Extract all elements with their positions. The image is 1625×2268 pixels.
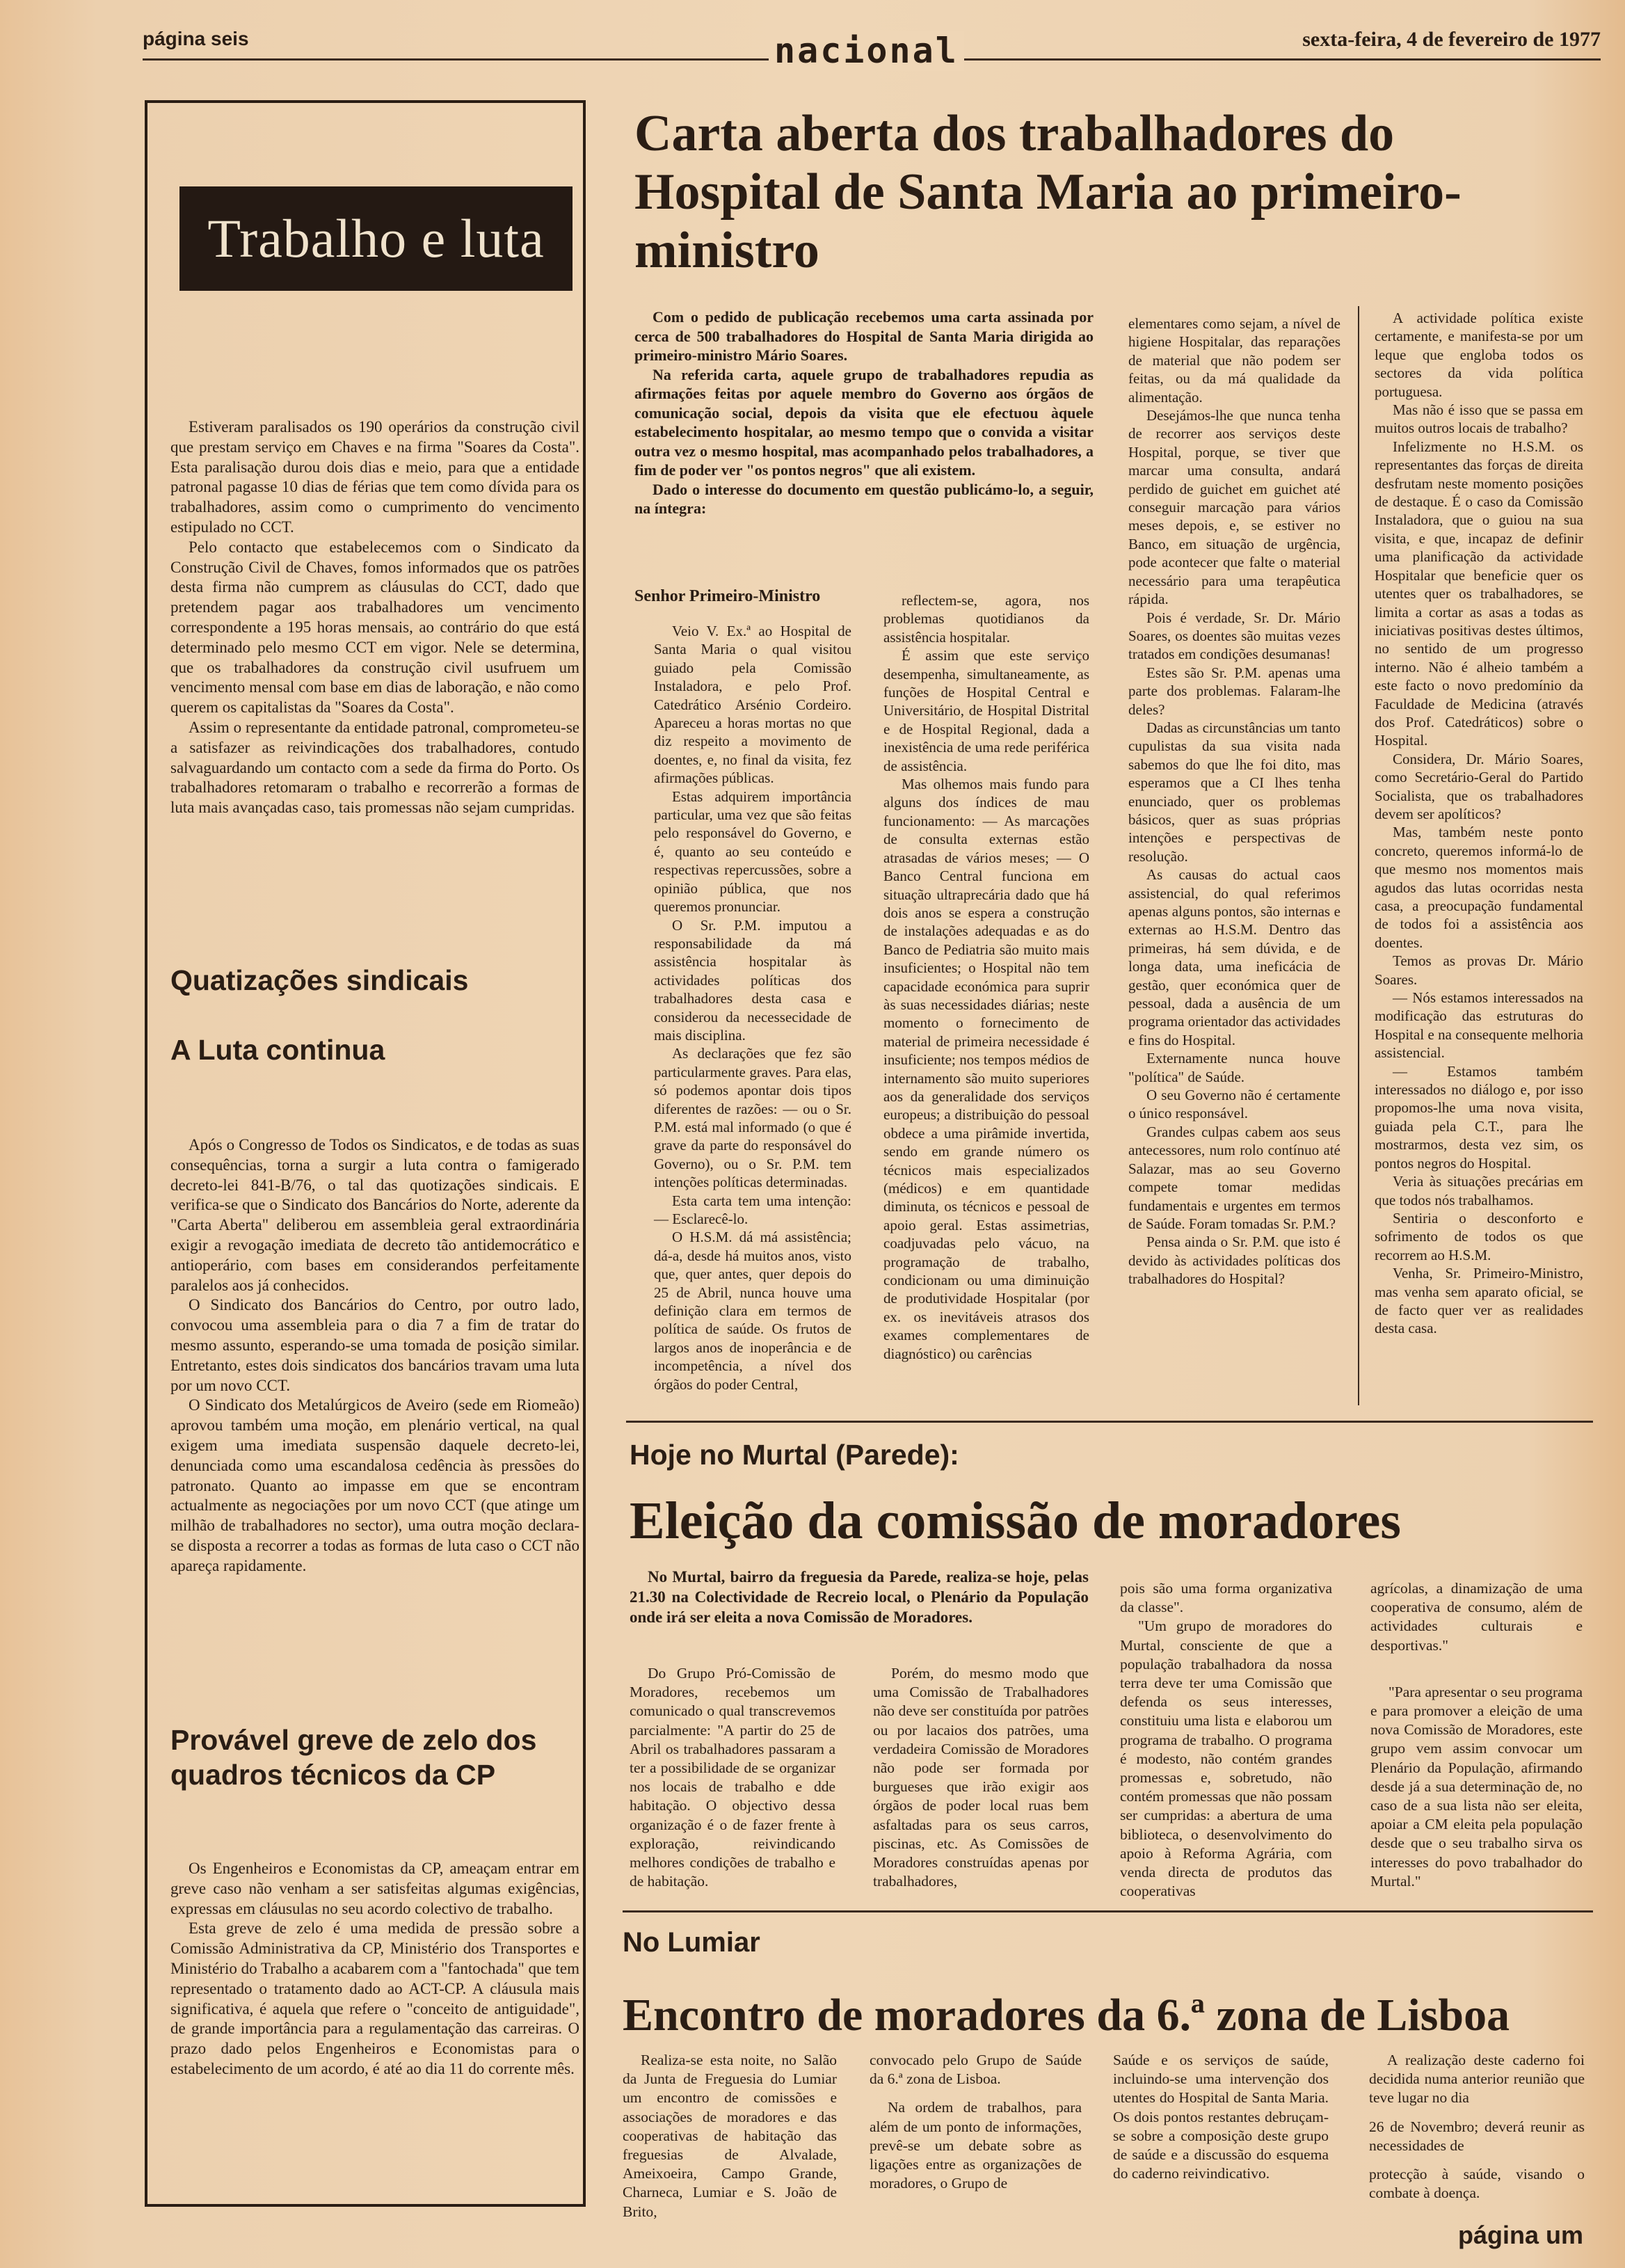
paragraph: Grandes culpas cabem aos seus antecessores, num rolo contínuo até Salazar, mas ao seu Governo compete tomar medidas fundamentais e urgentes em termos de Saúde. Foram tomadas Sr. P.M.? [1128, 1123, 1340, 1232]
paragraph: protecção à saúde, visando o combate à doença. [1369, 2166, 1585, 2202]
lumiar-kicker: No Lumiar [623, 1927, 760, 1958]
trabalho-article-body [170, 417, 579, 818]
paragraph: Estiveram paralisados os 190 operários da construção civil que prestam serviço em Chaves e na firma "Soares da Costa". Esta paralisação durou dois dias e meio, para que a entidade patronal pagasse 10 dias de férias que tem como dívida para os trabalhadores, assim como o cumprimento do vencimento estipulado no CCT. [170, 418, 579, 536]
letter-salutation: Senhor Primeiro-Ministro [634, 587, 821, 605]
paragraph: elementares como sejam, a nível de higiene Hospitalar, das reparações de material que não podem ser feitas, ou da má qualidade da alimentação. [1128, 315, 1340, 406]
murtal-column-1 [630, 1664, 835, 1891]
paragraph: Na ordem de trabalhos, para além de um ponto de informações, prevê-se um debate sobre as ligações entre as organizações de moradores, o Grupo de [870, 2099, 1082, 2192]
murtal-headline: Eleição da comissão de moradores [630, 1492, 1401, 1550]
paragraph: Assim o representante da entidade patronal, comprometeu-se a satisfazer as reivindicações dos trabalhadores, contudo salvaguardando um contacto com a sede da firma do Porto. Os trabalhadores retomaram o trabalho e recorrerão a formas de luta mais avançadas caso, tais promessas não sejam cumpridas. [170, 718, 579, 817]
paragraph: Mas, também neste ponto concreto, queremos informá-lo de que mesmo nos momentos mais agudos das lutas ocorridas nesta casa, a preocupação fundamental de todos foi a assistência aos doentes. [1375, 824, 1583, 951]
paragraph: No Murtal, bairro da freguesia da Parede, realiza-se hoje, pelas 21.30 na Colectividade de Recreio local, o Plenário da População onde irá ser eleita a nova Comissão de Moradores. [630, 1568, 1089, 1626]
lumiar-column-4 [1369, 2051, 1585, 2203]
paragraph: 26 de Novembro; deverá reunir as necessidades de [1369, 2118, 1585, 2154]
carta-column-4 [1375, 309, 1583, 1338]
paragraph: Infelizmente no H.S.M. os representantes das forças de direita desfrutam neste momento posições de destaque. É o caso da Comissão Instaladora, que o guiou na sua visita, e que, incapaz de definir uma planificação da actividade Hospitalar que beneficie quer os utentes quer os trabalhadores, se limita a cortar as asas a todas as iniciativas positivas destes últimos, no sentido de um progresso interno. Não é alheio também a este facto o novo predomínio da Faculdade de Medicina (através dos Prof. Catedráticos) sobre o Hospital. [1375, 438, 1583, 749]
paragraph: Esta carta tem uma intenção: — Esclarecê-lo. [654, 1192, 851, 1227]
trabalho-e-luta-banner: Trabalho e luta [179, 186, 573, 291]
paragraph: Na referida carta, aquele grupo de trabalhadores repudia as afirmações feitas por aquele membro do Governo aos órgãos de comunicação social, depois da visita que ele efectuou àquele estabelecimento hospitalar, ao mesmo tempo que o convida a visitar outra vez o mesmo hospital, mas acompanhado pelos trabalhadores, a fim de poder ver "os pontos negros" que ali existem. [634, 365, 1094, 479]
paragraph: Veria às situações precárias em que todos nós trabalhamos. [1375, 1173, 1583, 1208]
paragraph: pois são uma forma organizativa da classe". [1120, 1580, 1332, 1616]
section-title: nacional [769, 31, 964, 71]
murtal-kicker: Hoje no Murtal (Parede): [630, 1439, 959, 1471]
murtal-column-3 [1120, 1579, 1332, 1901]
paragraph: "Um grupo de moradores do Murtal, consciente de que a população trabalhadora da nossa terra deve ter uma Comissão que defenda os seus interesses, constituiu uma lista e elaborou um programa de trabalho. O programa é modesto, não contém grandes promessas e, sobretudo, não contém promessas que não possam ser cumpridas: a abertura de uma biblioteca, o desenvolvimento do apoio à Reforma Agrária, com venda directa de produtos das cooperativas [1120, 1618, 1332, 1900]
paragraph: O seu Governo não é certamente o único responsável. [1128, 1087, 1340, 1122]
paragraph: As causas do actual caos assistencial, do qual referimos apenas alguns pontos, são internas e externas ao H.S.M. Dentro das primeiras, há sem dúvida, e de longa data, uma ineficácia de gestão, quer económica quer de pessoal, dada a ausência de um programa orientador das actividades e fins do Hospital. [1128, 866, 1340, 1048]
page-number-label: página seis [143, 28, 249, 49]
paragraph: Pois é verdade, Sr. Dr. Mário Soares, os doentes são muitas vezes tratados em condições desumanas! [1128, 609, 1340, 663]
greve-article-body [170, 1859, 579, 2079]
paragraph: A realização deste caderno foi decidida numa anterior reunião que teve lugar no dia [1369, 2052, 1585, 2107]
murtal-lead [630, 1567, 1089, 1627]
paragraph: O Sindicato dos Bancários do Centro, por outro lado, convocou uma assembleia para o dia 7 a fim de tratar do mesmo assunto, esperando-se uma tomada de posição similar. Entretanto, estes dois sindicatos dos bancários travam uma luta por um novo CCT. [170, 1296, 579, 1394]
paragraph: Dado o interesse do documento em questão publicámo-lo, a seguir, na íntegra: [634, 480, 1094, 517]
paragraph: convocado pelo Grupo de Saúde da 6.ª zona de Lisboa. [870, 2052, 1082, 2088]
column-divider [1358, 306, 1359, 1405]
paragraph: Pelo contacto que estabelecemos com o Sindicato da Construção Civil de Chaves, fomos informados que os patrões desta firma não cumprem as cláusulas do CCT, dado que pretendem pagar aos trabalhadores um vencimento correspondente a 195 horas mensais, ao contrário do que está determinado pelo mesmo CCT em vigor. Nele se determina, que os trabalhadores da construção civil usufruem um vencimento mensal com base em dias de laboração, e não como querem os capitalistas da "Soares da Costa". [170, 538, 579, 717]
quotizacoes-subheadline: A Luta continua [170, 1034, 385, 1066]
paragraph: Mas não é isso que se passa em muitos outros locais de trabalho? [1375, 401, 1583, 437]
paragraph: Os Engenheiros e Economistas da CP, ameaçam entrar em greve caso não venham a ser satisfeitas algumas exigências, expressas em cláusulas no seu acordo colectivo de trabalho. [170, 1860, 579, 1917]
section-rule [626, 1421, 1593, 1423]
paragraph: Com o pedido de publicação recebemos uma carta assinada por cerca de 500 trabalhadores do Hospital de Santa Maria dirigida ao primeiro-ministro Mário Soares. [634, 308, 1094, 364]
paragraph: Mas olhemos mais fundo para alguns dos índices de mau funcionamento: — As marcações de consulta externas estão atrasadas de vários meses; — O Banco Central funciona em situação ultraprecária dado que há dois anos se espera a construção de instalações adequadas e as do Banco de Pediatria são muito mais insuficientes; o Hospital não tem capacidade económica para suprir às suas necessidades diárias; neste momento o fornecimento de material de primeira necessidade é insuficiente; nos tempos médios de internamento são muito superiores aos da generalidade dos serviços europeus; a distribuição do pessoal obdece a uma pirâmide invertida, sendo em grande número os técnicos mais especializados (médicos) e em quantidade diminuta, os técnicos e pessoal de apoio geral. Estas assimetrias, coadjuvadas pelo vácuo, na programação de trabalho, condicionam ou uma diminuição de produtividade Hospitalar (por ex. os inevitáveis atrasos dos exames complementares de diagnóstico) ou carências [883, 776, 1089, 1362]
paragraph: O Sindicato dos Metalúrgicos de Aveiro (sede em Riomeão) aprovou também uma moção, em plenário vertical, na qual exigem uma imediata suspensão daquele decreto-lei, denunciada como uma escandalosa cedência às pressões do patronato. Quanto ao impasse em que se encontram actualmente as negociações por um novo CCT (que atinge um milhão de trabalhadores no sector), uma outra moção declara-se disposta a recorrer a todas as formas de luta caso o CCT não apareça rapidamente. [170, 1396, 579, 1574]
paragraph: As declarações que fez são particularmente graves. Para elas, só podemos apontar dois tipos diferentes de razões: — ou o Sr. P.M. está mal informado (o que é grave da parte do responsável do Governo), ou o Sr. P.M. tem intenções políticas determinadas. [654, 1045, 851, 1191]
carta-headline: Carta aberta dos trabalhadores do Hospital de Santa Maria ao primeiro-ministro [634, 105, 1462, 279]
paragraph: Temos as provas Dr. Mário Soares. [1375, 952, 1583, 988]
paragraph: É assim que este serviço desempenha, simultaneamente, as funções de Hospital Central e Universitário, de Hospital Distrital e de Hospital Regional, dada a inexistência de uma rede periférica de assistência. [883, 647, 1089, 774]
murtal-column-2 [873, 1664, 1089, 1891]
carta-column-3 [1128, 314, 1340, 1288]
paragraph: Estas adquirem importância particular, uma vez que são feitas pelo responsável do Governo, e é, quanto ao seu conteúdo e respectivas repercussões, sobre a opinião pública, que nos queremos pronunciar. [654, 788, 851, 916]
lumiar-headline: Encontro de moradores da 6.ª zona de Lisboa [623, 1990, 1510, 2041]
quotizacoes-headline: Quatizações sindicais [170, 964, 469, 996]
paragraph: reflectem-se, agora, nos problemas quotidianos da assistência hospitalar. [883, 592, 1089, 646]
paragraph: Pensa ainda o Sr. P.M. que isto é devido às actividades políticas dos trabalhadores do Hospital? [1128, 1233, 1340, 1288]
paragraph: Desejámos-lhe que nunca tenha de recorrer aos serviços deste Hospital, porque, se tiver que marcar uma consulta, andará perdido de guichet em guichet até conseguir marcação para vários meses depois, e, se estiver no Banco, em situação de urgência, pode acontecer que falte o material necessário para uma terapêutica rápida. [1128, 407, 1340, 608]
footer-page-label: página um [1457, 2221, 1583, 2249]
murtal-column-4 [1370, 1579, 1583, 1891]
carta-column-1 [654, 622, 851, 1393]
paragraph: Externamente nunca houve "política" de Saúde. [1128, 1050, 1340, 1085]
paragraph: O Sr. P.M. imputou a responsabilidade da má assistência hospitalar às actividades políticas dos trabalhadores desta casa e considerou da necessecidade de mais disciplina. [654, 916, 851, 1044]
lumiar-column-1 [623, 2051, 837, 2221]
paragraph: "Para apresentar o seu programa e para promover a eleição de uma nova Comissão de Moradores, este grupo vem assim convocar um Plenário da População, afirmando desde já a sua determinação de, no caso de a sua lista não ser eleita, apoiar a CM eleita pela população desde que o seu trabalho sirva os interesses do povo trabalhador do Murtal." [1370, 1683, 1583, 1890]
paragraph: — Estamos também interessados no diálogo e, por isso propomos-lhe uma nova visita, guiada pela C.T., para lhe mostrarmos, desta vez sim, os pontos negros do Hospital. [1375, 1062, 1583, 1172]
paragraph: Do Grupo Pró-Comissão de Moradores, recebemos um comunicado o qual transcrevemos parcialmente: "A partir do 25 de Abril os trabalhadores passaram a ter a possibilidade de se organizar nos locais de trabalho e dde habitação. O objectivo dessa organização é o de fazer frente à exploração, reivindicando melhores condições de trabalho e de habitação. [630, 1665, 835, 1890]
carta-column-2 [883, 591, 1089, 1363]
paragraph: Dadas as circunstâncias um tanto cupulistas da sua visita nada sabemos do que lhe foi dito, mas esperamos que a CI lhes tenha enunciado, quer os problemas básicos, quer as suas próprias intenções e perspectivas de resolução. [1128, 719, 1340, 865]
greve-headline: Provável greve de zelo dos quadros técnicos da CP [170, 1724, 537, 1791]
quotizacoes-article-body [170, 1135, 579, 1576]
paragraph: Sentiria o desconforto e sofrimento de todos os que recorrem ao H.S.M. [1375, 1209, 1583, 1263]
paragraph: Considera, Dr. Mário Soares, como Secretário-Geral do Partido Socialista, que os trabalhadores devem ser apolíticos? [1375, 750, 1583, 822]
paragraph: Estes são Sr. P.M. apenas uma parte dos problemas. Falaram-lhe deles? [1128, 664, 1340, 718]
paragraph: Realiza-se esta noite, no Salão da Junta de Freguesia do Lumiar um encontro de comissões e associações de moradores e das cooperativas de habitação das freguesias de Alvalade, Ameixoeira, Campo Grande, Charneca, Lumiar e S. João de Brito, [623, 2052, 837, 2220]
lumiar-column-3 [1113, 2051, 1329, 2183]
paragraph: Porém, do mesmo modo que uma Comissão de Trabalhadores não deve ser constituída por patrões ou por lacaios dos patrões, uma verdadeira Comissão de Moradores não pode ser formada por burgueses que irão exigir aos órgãos de poder local ruas bem asfaltadas para os seus carros, piscinas, etc. As Comissões de Moradores construídas apenas por trabalhadores, [873, 1665, 1089, 1890]
paragraph: A actividade política existe certamente, e manifesta-se por um leque que engloba todos os sectores da vida política portuguesa. [1375, 310, 1583, 400]
paragraph: Veio V. Ex.ª ao Hospital de Santa Maria o qual visitou guiado pela Comissão Instaladora, e pelo Prof. Catedrático Arsénio Cordeiro. Apareceu a horas mortas no que diz respeito a movimento de doentes, e, no final da visita, fez afirmações públicas. [654, 623, 851, 787]
section-rule [623, 1910, 1593, 1912]
issue-date: sexta-feira, 4 de fevereiro de 1977 [1302, 28, 1601, 51]
paragraph: Esta greve de zelo é uma medida de pressão sobre a Comissão Administrativa da CP, Ministério dos Transportes e Ministério do Trabalho a acabarem com a "fantochada" que tem representado o tratamento dado ao ACT-CP. A cláusula mais significativa, é aquela que refere o "conceito de antiguidade", de grande importância para a regulamentação das carreiras. O prazo dado pelos Engenheiros e Economistas para o estabelecimento de um acordo, é até ao dia 11 do corrente mês. [170, 1919, 579, 2077]
paragraph: Saúde e os serviços de saúde, incluindo-se uma intervenção dos utentes do Hospital de Santa Maria. Os dois pontos restantes debruçam-se sobre a composição deste grupo de saúde e a discussão do esquema do caderno reivindicativo. [1113, 2052, 1329, 2182]
paragraph: agrícolas, a dinamização de uma cooperativa de consumo, além de actividades culturais e desportivas." [1370, 1580, 1583, 1654]
lumiar-column-2 [870, 2051, 1082, 2193]
paragraph: O H.S.M. dá má assistência; dá-a, desde há muitos anos, visto que, quer antes, quer depois do 25 de Abril, nunca houve uma definição clara em termos de política de saúde. Os frutos de largos anos de inoperância e de incompetência, a nível dos órgãos do poder Central, [654, 1229, 851, 1393]
carta-lead [634, 308, 1094, 518]
paragraph: Venha, Sr. Primeiro-Ministro, mas venha sem aparato oficial, se de facto quer ver as realidades desta casa. [1375, 1265, 1583, 1337]
paragraph: Após o Congresso de Todos os Sindicatos, e de todas as suas consequências, torna a surgir a luta contra o famigerado decreto-lei 841-B/76, o tal das quotizações sindicais. E verifica-se que o Sindicato dos Bancários do Norte, aderente da "Carta Aberta" deliberou em assembleia geral extraordinária exigir a revogação imediata de decreto tão antidemocrático e antioperário, com bases em considerandos perfeitamente paralelos aos já conhecidos. [170, 1136, 579, 1294]
paragraph: — Nós estamos interessados na modificação das estruturas do Hospital e na consequente melhoria assistencial. [1375, 989, 1583, 1062]
